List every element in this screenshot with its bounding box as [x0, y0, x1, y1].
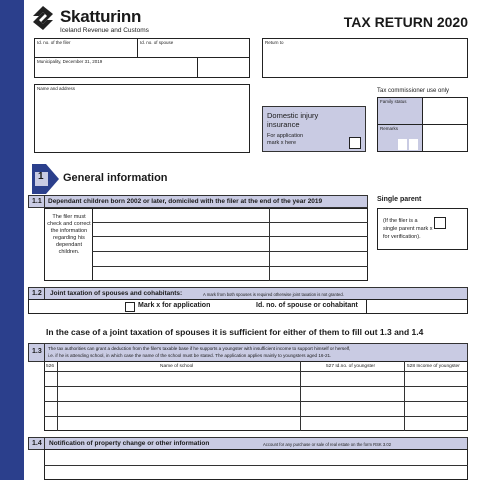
name-address-field[interactable]	[34, 84, 250, 153]
single-parent-title: Single parent	[377, 196, 422, 203]
single-parent-note: (If the filer is a single parent mark x for verification).	[383, 218, 433, 240]
s12-note: A mark from both spouses is required otherwise joint taxation is not granted.	[203, 292, 344, 297]
form-title: TAX RETURN 2020	[343, 14, 468, 30]
s13-number: 1.3	[32, 348, 42, 355]
remarks-label: Remarks	[380, 126, 399, 131]
s11-number: 1.1	[32, 198, 42, 205]
joint-taxation-checkbox[interactable]	[125, 302, 135, 312]
s13-text2: i.e. if he is attending school, in which case the name of the school must be stated. The application applies mainly to youngsters aged 16-21.	[48, 353, 332, 358]
s11-title: Dependant children born 2002 or later, domiciled with the filer at the end of the year 2019	[48, 198, 323, 205]
s12-number: 1.2	[32, 290, 42, 297]
s14-note: Account for any purchase or sale of real estate on the form RSK 3.02	[263, 442, 392, 447]
s13-col-id: 527 Id.no. of youngster	[326, 364, 376, 369]
spouse-id-label: Id. no. of spouse	[140, 40, 174, 45]
s11-divider	[28, 195, 45, 208]
s11-header	[28, 195, 368, 208]
commissioner-box-a	[422, 97, 468, 125]
single-parent-box	[377, 208, 468, 250]
remarks-cell-2	[409, 139, 418, 150]
spouse-id-label-12: Id. no. of spouse or cohabitant	[256, 302, 358, 309]
filer-id-label: Id. no. of the filer	[37, 40, 71, 45]
municipality-field[interactable]	[34, 57, 198, 78]
section1-number: 1	[38, 171, 44, 182]
s14-divider	[28, 437, 45, 450]
joint-taxation-mark-label: Mark x for application	[138, 302, 211, 309]
s13-col-income: 528 Income of youngster	[407, 364, 460, 369]
section1-arrow	[32, 164, 60, 194]
spouse-id-field[interactable]	[137, 38, 250, 58]
family-status-label: Family status	[380, 99, 407, 104]
s12-title: Joint taxation of spouses and cohabitants:	[50, 290, 183, 297]
s13-text1: The tax authorities can grant a deduction from the filer's taxable base if he supports a youngster with insufficient income to support himself or herself,	[48, 346, 351, 351]
domestic-injury-line2: insurance	[267, 120, 300, 129]
s11-note: The filer must check and correct the information regarding his dependant children.	[47, 214, 91, 255]
logo-icon	[30, 5, 56, 31]
domestic-injury-box	[262, 106, 366, 152]
name-address-label: Name and address	[37, 86, 76, 91]
remarks-field	[377, 124, 423, 152]
domestic-injury-checkbox[interactable]	[349, 137, 361, 149]
s11-children-table[interactable]	[92, 208, 368, 281]
municipality-label: Municipality, December 31, 2019	[37, 59, 103, 64]
commissioner-box-b	[422, 124, 468, 152]
s13-header	[28, 343, 468, 362]
single-parent-checkbox[interactable]	[434, 217, 446, 229]
commissioner-title: Tax commissioner use only	[377, 88, 450, 94]
logo-subtitle: Iceland Revenue and Customs	[60, 27, 149, 34]
s14-number: 1.4	[32, 440, 42, 447]
domestic-injury-line3: For application	[267, 133, 304, 139]
return-to-field[interactable]	[262, 38, 468, 78]
return-to-label: Return to	[265, 40, 284, 45]
section1-title: General information	[63, 172, 168, 184]
family-status-field	[377, 97, 423, 125]
logo-brand: Skatturinn	[60, 7, 142, 26]
s13-col-code: 526	[46, 364, 55, 369]
joint-note: In the case of a joint taxation of spouses it is sufficient for either of them to fill out 1.3 and 1.4	[46, 327, 424, 337]
s14-title: Notification of property change or other information	[49, 440, 210, 447]
municipality-code-field[interactable]	[197, 57, 250, 78]
cohabitant-id-field[interactable]	[366, 299, 468, 314]
s13-col-school: Name of school	[160, 364, 194, 369]
domestic-injury-line1: Domestic injury	[267, 111, 319, 120]
s13-divider	[28, 343, 45, 362]
remarks-cell-1	[398, 139, 407, 150]
sidebar-stripe	[0, 0, 24, 480]
domestic-injury-line4: mark x here	[267, 140, 297, 146]
filer-id-field[interactable]	[34, 38, 138, 58]
